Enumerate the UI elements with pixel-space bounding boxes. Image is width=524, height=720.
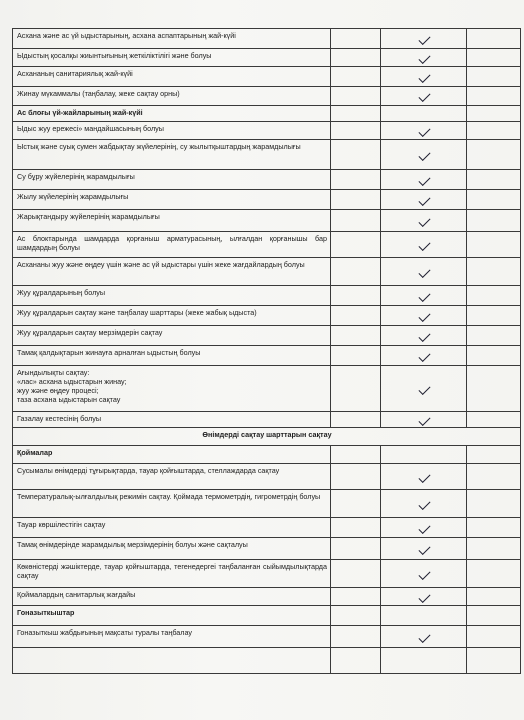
empty-cell	[467, 366, 521, 412]
empty-cell	[331, 626, 381, 648]
checklist-row	[13, 464, 521, 490]
empty-cell	[331, 170, 381, 190]
empty-cell	[467, 49, 521, 67]
requirement-text: Жуу құралдарының болуы	[13, 286, 331, 306]
checkmark-icon	[418, 309, 430, 321]
compliance-cell	[381, 626, 467, 648]
checklist-row	[13, 648, 521, 674]
checklist-row	[13, 140, 521, 170]
compliance-cell	[381, 29, 467, 49]
checkmark-icon	[418, 413, 430, 425]
empty-cell	[331, 588, 381, 606]
empty-cell	[331, 366, 381, 412]
empty-cell	[331, 232, 381, 258]
compliance-cell	[381, 588, 467, 606]
checklist-row	[13, 87, 521, 106]
requirement-text: Тамақ өнімдерінде жарамдылық мерзімдерінің болуы және сақталуы	[13, 538, 331, 560]
checkmark-icon	[418, 521, 430, 533]
empty-cell	[331, 140, 381, 170]
requirement-text: Ағындылықты сақтау: «лас» асхана ыдыстарын жинау; жуу және өңдеу процесі; таза асхана ыдыстарын сақтау	[13, 366, 331, 412]
requirement-text: Асхананың санитариялық жай-күйі	[13, 67, 331, 87]
empty-cell	[467, 306, 521, 326]
compliance-cell	[381, 446, 467, 464]
section-row	[13, 446, 521, 464]
compliance-cell	[381, 67, 467, 87]
requirement-text: Асхананы жуу және өңдеу үшін және ас үй ыдыстары үшін жеке жағдайлардың болуы	[13, 258, 331, 286]
checkmark-icon	[418, 590, 430, 602]
empty-cell	[331, 606, 381, 626]
requirement-text: Сусымалы өнімдерді тұғырықтарда, тауар қойғыштарда, стеллаждарда сақтау	[13, 464, 331, 490]
compliance-cell	[381, 306, 467, 326]
checkmark-icon	[418, 265, 430, 277]
empty-cell	[331, 518, 381, 538]
empty-cell	[467, 106, 521, 122]
empty-cell	[331, 258, 381, 286]
requirement-text: Көкөністерді жәшіктерде, тауар қойғыштарда, тегенедергеі таңбаланған сыйымдылықтарда сақтау	[13, 560, 331, 588]
section-heading: Өнімдерді сақтау шарттарын сақтау	[13, 428, 521, 446]
empty-cell	[467, 140, 521, 170]
requirement-text: Жылу жүйелерінің жарамдылығы	[13, 190, 331, 210]
compliance-cell	[381, 140, 467, 170]
compliance-cell	[381, 464, 467, 490]
empty-cell	[331, 106, 381, 122]
empty-cell	[467, 210, 521, 232]
compliance-cell	[381, 606, 467, 626]
empty-cell	[331, 490, 381, 518]
empty-cell	[467, 286, 521, 306]
checklist-row	[13, 49, 521, 67]
checkmark-icon	[418, 148, 430, 160]
checkmark-icon	[418, 238, 430, 250]
checklist-row	[13, 122, 521, 140]
compliance-cell	[381, 87, 467, 106]
checklist-row	[13, 412, 521, 428]
compliance-cell	[381, 366, 467, 412]
compliance-cell	[381, 518, 467, 538]
section-heading: Гоназыткыштар	[13, 606, 331, 626]
empty-cell	[331, 560, 381, 588]
empty-cell	[331, 210, 381, 232]
compliance-cell	[381, 490, 467, 518]
empty-cell	[467, 464, 521, 490]
checklist-row	[13, 626, 521, 648]
checkmark-icon	[418, 567, 430, 579]
section-heading: Қоймалар	[13, 446, 331, 464]
compliance-cell	[381, 170, 467, 190]
checklist-row	[13, 67, 521, 87]
checklist-row	[13, 560, 521, 588]
checkmark-icon	[418, 51, 430, 63]
empty-cell	[331, 29, 381, 49]
requirement-text: Жинау мүкаммалы (таңбалау, жеке сақтау орны)	[13, 87, 331, 106]
empty-cell	[467, 87, 521, 106]
checklist-row	[13, 29, 521, 49]
checkmark-icon	[418, 382, 430, 394]
empty-cell	[331, 49, 381, 67]
compliance-cell	[381, 538, 467, 560]
empty-cell	[331, 346, 381, 366]
checkmark-icon	[418, 90, 430, 102]
requirement-text	[13, 648, 331, 674]
empty-cell	[331, 446, 381, 464]
section-row	[13, 606, 521, 626]
empty-cell	[331, 412, 381, 428]
checklist-row	[13, 258, 521, 286]
compliance-cell	[381, 232, 467, 258]
requirement-text: Ыдыстың қосалқы жиынтығының жеткіліктілігі және болуы	[13, 49, 331, 67]
requirement-text: Ыстық және суық сумен жабдықтау жүйелерінің, су жылытқыштардың жарамдылығы	[13, 140, 331, 170]
requirement-text: Жуу құралдарын сақтау және таңбалау шарттары (жеке жабық ыдыста)	[13, 306, 331, 326]
requirement-text: Тауар көршілестігін сақтау	[13, 518, 331, 538]
checklist-row	[13, 210, 521, 232]
checklist-row	[13, 518, 521, 538]
section-heading: Ас блоғы үй-жайларының жай-күйі	[13, 106, 331, 122]
empty-cell	[467, 538, 521, 560]
checkmark-icon	[418, 329, 430, 341]
empty-cell	[331, 87, 381, 106]
requirement-text: Жуу құралдарын сақтау мерзімдерін сақтау	[13, 326, 331, 346]
checklist-row	[13, 306, 521, 326]
requirement-text: Қоймалардың санитарлық жағдайы	[13, 588, 331, 606]
requirement-text: Су бұру жүйелерінің жарамдылығы	[13, 170, 331, 190]
requirement-text: Температуралық-ылғалдылық режимін сақтау. Қоймада термометрдің, гигрометрдің болуы	[13, 490, 331, 518]
empty-cell	[467, 170, 521, 190]
checkmark-icon	[418, 470, 430, 482]
empty-cell	[331, 326, 381, 346]
compliance-cell	[381, 106, 467, 122]
empty-cell	[331, 538, 381, 560]
section-row	[13, 428, 521, 446]
checklist-row	[13, 366, 521, 412]
empty-cell	[467, 560, 521, 588]
compliance-cell	[381, 190, 467, 210]
empty-cell	[467, 232, 521, 258]
empty-cell	[467, 446, 521, 464]
requirement-text: Тамақ қалдықтарын жинауға арналған ыдыстың болуы	[13, 346, 331, 366]
requirement-text: Асхана және ас үй ыдыстарының, асхана аспаптарының жай-күйі	[13, 29, 331, 49]
checkmark-icon	[418, 630, 430, 642]
empty-cell	[467, 122, 521, 140]
empty-cell	[467, 518, 521, 538]
checkmark-icon	[418, 214, 430, 226]
checklist-row	[13, 286, 521, 306]
checkmark-icon	[418, 349, 430, 361]
empty-cell	[331, 306, 381, 326]
compliance-cell	[381, 648, 467, 674]
compliance-cell	[381, 210, 467, 232]
checkmark-icon	[418, 124, 430, 136]
empty-cell	[467, 29, 521, 49]
checkmark-icon	[418, 70, 430, 82]
empty-cell	[331, 286, 381, 306]
empty-cell	[331, 122, 381, 140]
empty-cell	[331, 648, 381, 674]
checkmark-icon	[418, 173, 430, 185]
requirement-text: Гоназыткыш жабдығының мақсаты туралы таңбалау	[13, 626, 331, 648]
compliance-cell	[381, 286, 467, 306]
requirement-text: Газалау кестесінің болуы	[13, 412, 331, 428]
requirement-text: Жарықтандыру жүйелерінің жарамдылығы	[13, 210, 331, 232]
checkmark-icon	[418, 193, 430, 205]
checklist-row	[13, 170, 521, 190]
checklist-row	[13, 538, 521, 560]
checklist-row	[13, 232, 521, 258]
checklist-row	[13, 588, 521, 606]
empty-cell	[467, 326, 521, 346]
requirement-text: Ыдыс жуу ережесі» мандайшасының болуы	[13, 122, 331, 140]
empty-cell	[467, 412, 521, 428]
checklist-row	[13, 346, 521, 366]
empty-cell	[331, 67, 381, 87]
compliance-cell	[381, 326, 467, 346]
empty-cell	[467, 648, 521, 674]
checkmark-icon	[418, 542, 430, 554]
empty-cell	[467, 606, 521, 626]
checklist-row	[13, 490, 521, 518]
compliance-cell	[381, 412, 467, 428]
compliance-cell	[381, 560, 467, 588]
empty-cell	[467, 588, 521, 606]
checkmark-icon	[418, 32, 430, 44]
compliance-cell	[381, 49, 467, 67]
checkmark-icon	[418, 289, 430, 301]
empty-cell	[467, 346, 521, 366]
section-row	[13, 106, 521, 122]
empty-cell	[467, 490, 521, 518]
checklist-body	[13, 29, 521, 674]
checkmark-icon	[418, 497, 430, 509]
empty-cell	[331, 190, 381, 210]
checklist-row	[13, 190, 521, 210]
checklist-row	[13, 326, 521, 346]
empty-cell	[467, 67, 521, 87]
compliance-cell	[381, 346, 467, 366]
inspection-checklist-table	[12, 28, 521, 674]
empty-cell	[467, 190, 521, 210]
compliance-cell	[381, 258, 467, 286]
empty-cell	[331, 464, 381, 490]
compliance-cell	[381, 122, 467, 140]
empty-cell	[467, 258, 521, 286]
empty-cell	[467, 626, 521, 648]
requirement-text: Ас блоктарында шамдарда қорғаныш арматурасының, ылғалдан қорғанышы бар шамдардың болуы	[13, 232, 331, 258]
